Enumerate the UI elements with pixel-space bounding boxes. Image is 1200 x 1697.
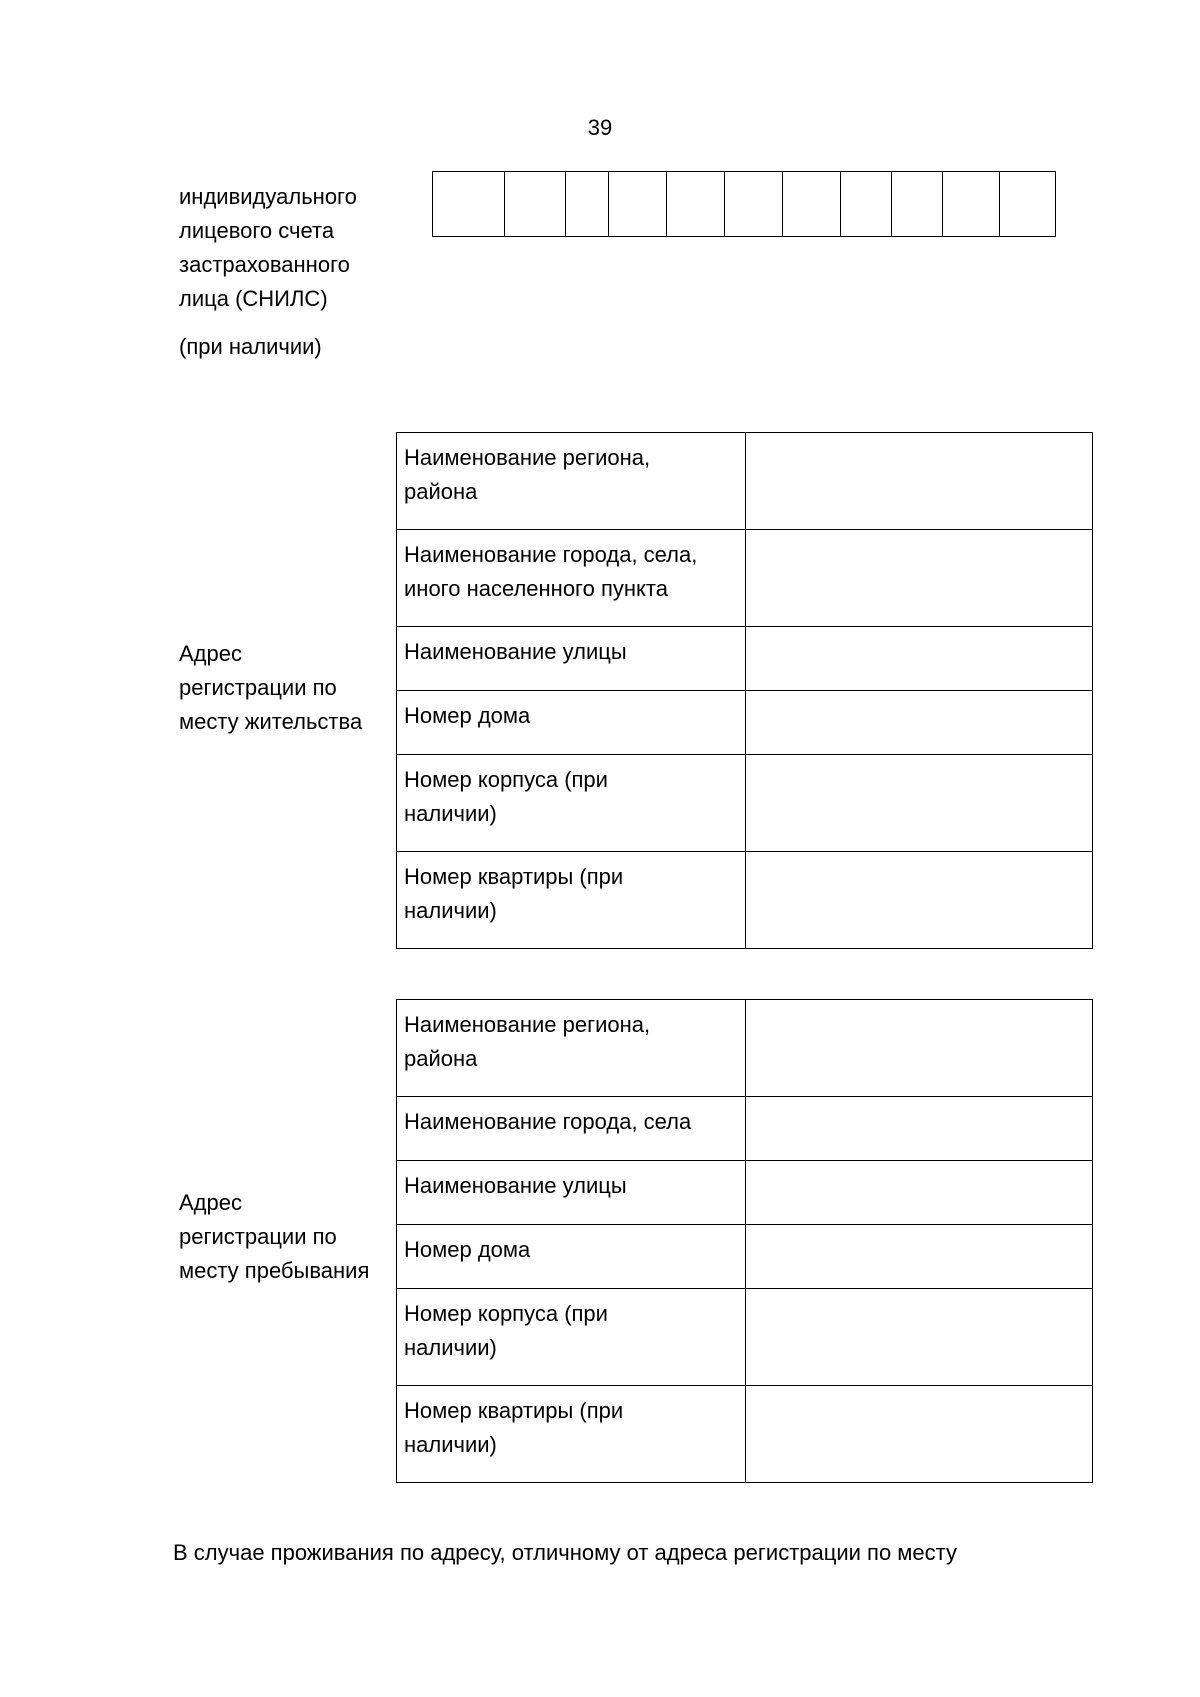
snils-box-divider [999,172,1000,236]
building-number-field[interactable] [746,1289,1093,1386]
snils-label-line: лицевого счета [179,218,335,243]
snils-input-boxes[interactable] [432,171,1056,237]
table-row [397,1000,1093,1097]
row-label [397,1386,746,1483]
row-label-line: наличии) [404,898,497,923]
row-label-line: иного населенного пункта [404,576,668,601]
snils-label-line: индивидуального [179,184,357,209]
stay-address-label [179,1186,399,1288]
table-row [397,433,1093,530]
table-row [397,852,1093,949]
row-label-line: наличии) [404,1432,497,1457]
row-label-line: района [404,479,478,504]
snils-box-divider [666,172,667,236]
row-label [397,852,746,949]
page-number: 39 [587,115,613,140]
row-label-line: Наименование улицы [404,1173,627,1198]
region-field[interactable] [746,433,1093,530]
row-label-line: Наименование региона, [404,1012,651,1037]
row-label [397,1289,746,1386]
row-label [397,1000,746,1097]
row-label-line: Номер корпуса (при [404,767,608,792]
footer-paragraph: В случае проживания по адресу, отличному от адреса регистрации по месту [173,1540,957,1565]
row-label [397,1097,746,1161]
row-label-line: Номер дома [404,703,531,728]
row-label-line: наличии) [404,1335,497,1360]
snils-label [179,180,419,316]
row-label [397,1161,746,1225]
table-row [397,530,1093,627]
house-number-field[interactable] [746,691,1093,755]
table-row [397,1097,1093,1161]
street-field[interactable] [746,1161,1093,1225]
table-row [397,1225,1093,1289]
row-label-line: Наименование города, села, [404,542,698,567]
row-label-line: Номер квартиры (при [404,1398,624,1423]
table-row [397,1386,1093,1483]
snils-box-divider [942,172,943,236]
snils-box-divider [565,172,566,236]
row-label [397,691,746,755]
row-label-line: Наименование города, села [404,1109,692,1134]
snils-note: (при наличии) [179,334,322,359]
row-label-line: Наименование улицы [404,639,627,664]
residence-address-table [396,432,1093,949]
row-label [397,530,746,627]
residence-label-line: Адрес [179,641,242,666]
stay-label-line: месту пребывания [179,1258,370,1283]
snils-label-line: лица (СНИЛС) [179,286,328,311]
apartment-number-field[interactable] [746,1386,1093,1483]
city-field[interactable] [746,1097,1093,1161]
row-label-line: Номер квартиры (при [404,864,624,889]
table-row [397,1289,1093,1386]
stay-address-table [396,999,1093,1483]
row-label-line: наличии) [404,801,497,826]
row-label [397,627,746,691]
row-label-line: Наименование региона, [404,445,651,470]
table-row [397,1161,1093,1225]
table-row [397,627,1093,691]
row-label [397,1225,746,1289]
snils-box-divider [724,172,725,236]
snils-box-divider [891,172,892,236]
row-label-line: Номер корпуса (при [404,1301,608,1326]
building-number-field[interactable] [746,755,1093,852]
table-row [397,755,1093,852]
row-label [397,433,746,530]
snils-box-divider [840,172,841,236]
snils-box-divider [782,172,783,236]
apartment-number-field[interactable] [746,852,1093,949]
street-field[interactable] [746,627,1093,691]
snils-label-line: застрахованного [179,252,350,277]
stay-label-line: регистрации по [179,1224,337,1249]
row-label [397,755,746,852]
table-row [397,691,1093,755]
region-field[interactable] [746,1000,1093,1097]
snils-box-divider [608,172,609,236]
house-number-field[interactable] [746,1225,1093,1289]
residence-label-line: месту жительства [179,709,363,734]
city-field[interactable] [746,530,1093,627]
residence-label-line: регистрации по [179,675,337,700]
stay-label-line: Адрес [179,1190,242,1215]
snils-box-divider [504,172,505,236]
row-label-line: Номер дома [404,1237,531,1262]
residence-address-label [179,637,399,739]
row-label-line: района [404,1046,478,1071]
